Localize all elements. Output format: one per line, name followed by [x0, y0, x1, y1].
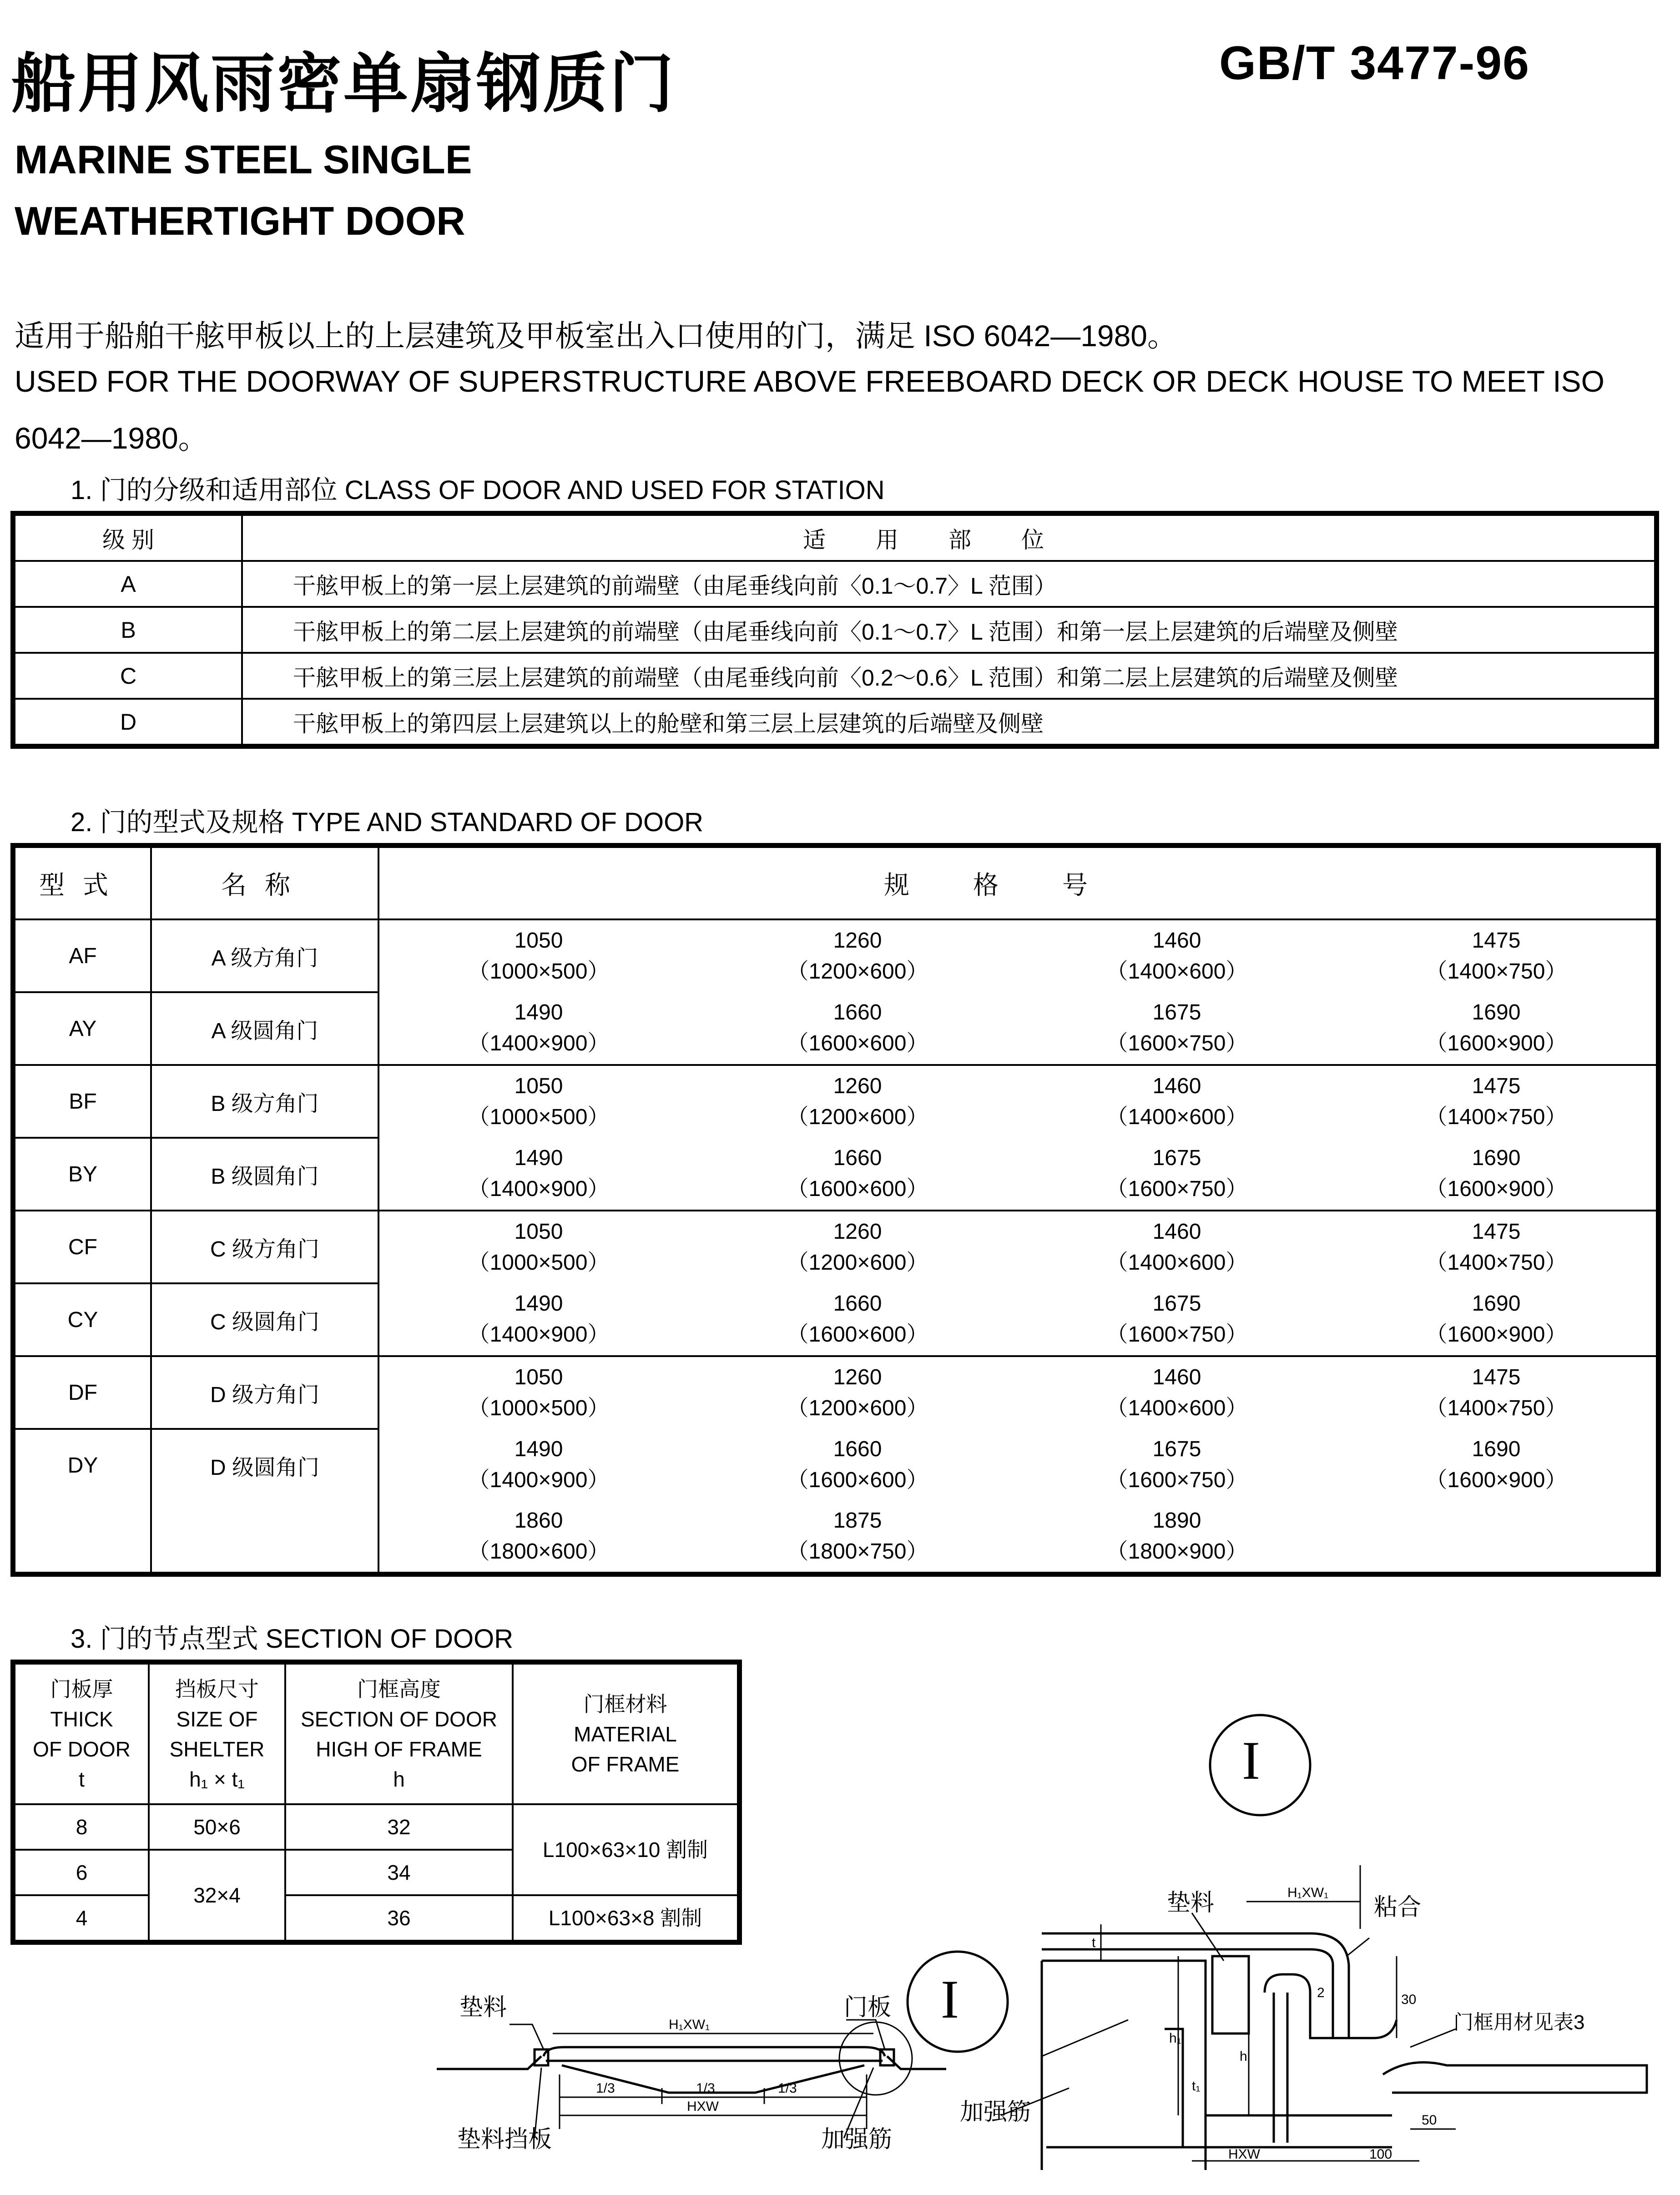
spec-dimension: （1600×750） [1106, 1177, 1248, 1201]
spec-dimension: （1600×600） [787, 1031, 928, 1055]
spec-dimension: （1600×750） [1106, 1031, 1248, 1055]
label-stiffener-left: 加强筋 [821, 2126, 893, 2153]
header-frame-en1: SECTION OF DOOR [301, 1707, 497, 1731]
shelter-cell: 50×6 [149, 1804, 285, 1850]
spec-number: 1675 [1152, 1292, 1201, 1316]
spec-number: 1460 [1152, 1074, 1201, 1098]
type-cell: BF [15, 1065, 151, 1138]
label-stiffener-right: 加强筋 [960, 2099, 1031, 2125]
location-cell: 干舷甲板上的第三层上层建筑的前端壁（由尾垂线向前〈0.2～0.6〉L 范围）和第二层上层建筑的后端壁及侧壁 [242, 653, 1655, 699]
class-cell: A [15, 561, 242, 607]
thick-cell: 8 [15, 1804, 149, 1850]
title-chinese: 船用风雨密单扇钢质门 [11, 46, 676, 121]
dim-t: t [1092, 1935, 1096, 1950]
spec-dimension: （1400×750） [1425, 1251, 1567, 1275]
spec-number: 1860 [514, 1509, 563, 1533]
name-cell: D 级圆角门 [151, 1429, 378, 1501]
spec-dimension: （1400×750） [1425, 1105, 1567, 1129]
header-thick-cn: 门板厚 [50, 1677, 113, 1701]
spec-number: 1050 [514, 1074, 563, 1098]
spec-dimension: （1600×900） [1425, 1468, 1567, 1492]
spec-dimension: （1000×500） [468, 1251, 610, 1275]
header-shelter-en1: SIZE OF [176, 1707, 258, 1731]
type-cell: DF [15, 1356, 151, 1429]
dim-30: 30 [1401, 1992, 1417, 2007]
scope-english-line2: 6042—1980。 [15, 421, 208, 455]
header-name: 名称 [151, 847, 378, 919]
detail-marker-label: I [1242, 1730, 1260, 1791]
name-cell: C 级圆角门 [151, 1283, 378, 1356]
header-location: 适用部位 [242, 515, 1655, 561]
header-frame-symbol: h [393, 1767, 405, 1791]
label-gasket-shelter: 垫料挡板 [457, 2126, 552, 2153]
header-thick-en2: OF DOOR [33, 1737, 131, 1761]
header-frame-cn: 门框高度 [357, 1677, 441, 1701]
spec-number: 1490 [514, 1437, 563, 1461]
dim-2: 2 [1317, 1985, 1325, 2000]
header-class: 级 别 [15, 515, 242, 561]
label-gasket-right: 垫料 [1167, 1890, 1215, 1916]
spec-dimension: （1600×600） [787, 1322, 928, 1347]
name-cell: A 级方角门 [151, 919, 378, 992]
section3-heading: 3. 门的节点型式 SECTION OF DOOR [71, 1624, 514, 1654]
spec-number: 1660 [833, 1146, 882, 1170]
spec-dimension: （1200×600） [787, 1396, 928, 1420]
spec-dimension: （1600×600） [787, 1177, 928, 1201]
material-cell: L100×63×10 割制 [513, 1804, 738, 1895]
spec-dimension: （1400×900） [468, 1177, 610, 1201]
frame-height-cell: 36 [285, 1895, 513, 1941]
spec-number: 1660 [833, 1000, 882, 1024]
spec-number: 1475 [1472, 1365, 1521, 1389]
spec-dimension: （1600×900） [1425, 1031, 1567, 1055]
scope-chinese: 适用于船舶干舷甲板以上的上层建筑及甲板室出入口使用的门，满足 ISO 6042—1980。 [15, 319, 1178, 353]
name-cell: B 级圆角门 [151, 1138, 378, 1211]
class-cell: C [15, 653, 242, 699]
label-frame-material: 门框用材见表3 [1453, 2011, 1585, 2034]
title-english-line2: WEATHERTIGHT DOOR [15, 198, 465, 243]
spec-dimension: （1400×600） [1106, 1251, 1248, 1275]
type-cell: DY [15, 1429, 151, 1501]
spec-number: 1890 [1152, 1509, 1201, 1533]
spec-number: 1490 [514, 1146, 563, 1170]
frame-height-cell: 34 [285, 1850, 513, 1895]
spec-number: 1675 [1152, 1000, 1201, 1024]
header-frame-en2: HIGH OF FRAME [316, 1737, 482, 1761]
spec-number: 1460 [1152, 928, 1201, 953]
spec-number: 1690 [1472, 1292, 1521, 1316]
spec-dimension: （1400×600） [1106, 1105, 1248, 1129]
dim-t1: t₁ [1192, 2079, 1201, 2094]
spec-dimension: （1600×900） [1425, 1322, 1567, 1347]
spec-dimension: （1000×500） [468, 1105, 610, 1129]
spec-number: 1475 [1472, 1220, 1521, 1244]
spec-dimension: （1400×900） [468, 1322, 610, 1347]
spec-number: 1690 [1472, 1000, 1521, 1024]
spec-dimension: （1400×900） [468, 1031, 610, 1055]
class-cell: B [15, 607, 242, 653]
label-third-2: 1/3 [696, 2081, 715, 2096]
type-cell: CY [15, 1283, 151, 1356]
spec-dimension: （1800×600） [468, 1539, 610, 1564]
spec-number: 1690 [1472, 1437, 1521, 1461]
spec-dimension: （1200×600） [787, 1251, 928, 1275]
dim-h1: h₁ [1169, 2031, 1181, 2046]
spec-dimension: （1800×900） [1106, 1539, 1248, 1564]
type-cell: AY [15, 992, 151, 1065]
standard-number: GB/T 3477-96 [1219, 37, 1530, 90]
label-third-3: 1/3 [778, 2081, 797, 2096]
name-cell: B 级方角门 [151, 1065, 378, 1138]
header-shelter-symbol: h₁ × t₁ [189, 1767, 245, 1791]
dim-50: 50 [1422, 2113, 1437, 2128]
spec-number: 1460 [1152, 1220, 1201, 1244]
dim-h: h [1240, 2049, 1247, 2064]
spec-number: 1050 [514, 1365, 563, 1389]
spec-dimension: （1400×750） [1425, 1396, 1567, 1420]
spec-number: 1460 [1152, 1365, 1201, 1389]
spec-number: 1050 [514, 1220, 563, 1244]
location-cell: 干舷甲板上的第四层上层建筑以上的舱壁和第三层上层建筑的后端壁及侧壁 [242, 699, 1655, 745]
spec-dimension: （1200×600） [787, 1105, 928, 1129]
spec-dimension: （1400×900） [468, 1468, 610, 1492]
dim-100: 100 [1369, 2147, 1392, 2162]
spec-dimension: （1400×600） [1106, 959, 1248, 984]
location-cell: 干舷甲板上的第二层上层建筑的前端壁（由尾垂线向前〈0.1～0.7〉L 范围）和第一层上层建筑的后端壁及侧壁 [242, 607, 1655, 653]
header-shelter-en2: SHELTER [169, 1737, 265, 1761]
label-third-1: 1/3 [596, 2081, 615, 2096]
type-cell: AF [15, 919, 151, 992]
spec-number: 1490 [514, 1000, 563, 1024]
label-hxw-right: HXW [1228, 2147, 1260, 2162]
header-thick-symbol: t [79, 1767, 85, 1791]
spec-dimension: （1200×600） [787, 959, 928, 984]
spec-dimension: （1400×750） [1425, 959, 1567, 984]
thick-cell: 6 [15, 1850, 149, 1895]
type-cell: BY [15, 1138, 151, 1211]
material-cell: L100×63×8 割制 [513, 1895, 738, 1941]
spec-number: 1690 [1472, 1146, 1521, 1170]
spec-number: 1260 [833, 1365, 882, 1389]
header-type: 型式 [15, 847, 151, 919]
header-spec: 规格号 [378, 847, 1657, 919]
spec-number: 1475 [1472, 928, 1521, 953]
label-hxw-left: HXW [687, 2099, 719, 2114]
label-gasket-left: 垫料 [459, 1994, 507, 2021]
spec-number: 1490 [514, 1292, 563, 1316]
shelter-cell: 32×4 [149, 1850, 285, 1941]
label-door-panel: 门板 [844, 1994, 892, 2021]
spec-dimension: （1000×500） [468, 1396, 610, 1420]
location-cell: 干舷甲板上的第一层上层建筑的前端壁（由尾垂线向前〈0.1～0.7〉L 范围） [242, 561, 1655, 607]
spec-number: 1050 [514, 928, 563, 953]
header-shelter-cn: 挡板尺寸 [175, 1677, 259, 1701]
spec-dimension: （1600×750） [1106, 1468, 1248, 1492]
spec-dimension: （1600×750） [1106, 1322, 1248, 1347]
spec-number: 1675 [1152, 1437, 1201, 1461]
section2-heading: 2. 门的型式及规格 TYPE AND STANDARD OF DOOR [71, 807, 704, 837]
thick-cell: 4 [15, 1895, 149, 1941]
section1-heading: 1. 门的分级和适用部位 CLASS OF DOOR AND USED FOR STATION [71, 475, 885, 505]
detail-marker-circle [1210, 1715, 1310, 1815]
title-english-line1: MARINE STEEL SINGLE [15, 137, 472, 182]
spec-number: 1260 [833, 1074, 882, 1098]
header-material-en2: OF FRAME [571, 1752, 680, 1776]
spec-dimension: （1000×500） [468, 959, 610, 984]
name-cell: C 级方角门 [151, 1211, 378, 1283]
type-cell: CF [15, 1211, 151, 1283]
detail-callout-label: I [941, 1969, 959, 2029]
label-hxw1-right: H₁XW₁ [1287, 1885, 1329, 1900]
spec-dimension: （1600×600） [787, 1468, 928, 1492]
spec-number: 1875 [833, 1509, 882, 1533]
name-cell: D 级方角门 [151, 1356, 378, 1429]
spec-number: 1675 [1152, 1146, 1201, 1170]
label-hxw1-left: H₁XW₁ [669, 2017, 710, 2032]
door-section-overall [437, 2020, 946, 2138]
header-material-cn: 门框材料 [583, 1692, 667, 1716]
scope-english-line1: USED FOR THE DOORWAY OF SUPERSTRUCTURE ABOVE FREEBOARD DECK OR DECK HOUSE TO MEET ISO [15, 364, 1604, 398]
header-thick-en1: THICK [50, 1707, 113, 1731]
class-cell: D [15, 699, 242, 745]
spec-number: 1660 [833, 1437, 882, 1461]
spec-dimension: （1800×750） [787, 1539, 928, 1564]
spec-number: 1260 [833, 1220, 882, 1244]
spec-number: 1475 [1472, 1074, 1521, 1098]
label-bond: 粘合 [1374, 1894, 1422, 1921]
spec-number: 1660 [833, 1292, 882, 1316]
name-cell: A 级圆角门 [151, 992, 378, 1065]
spec-number: 1260 [833, 928, 882, 953]
frame-height-cell: 32 [285, 1804, 513, 1850]
spec-dimension: （1400×600） [1106, 1396, 1248, 1420]
header-material-en1: MATERIAL [574, 1722, 677, 1746]
spec-dimension: （1600×900） [1425, 1177, 1567, 1201]
